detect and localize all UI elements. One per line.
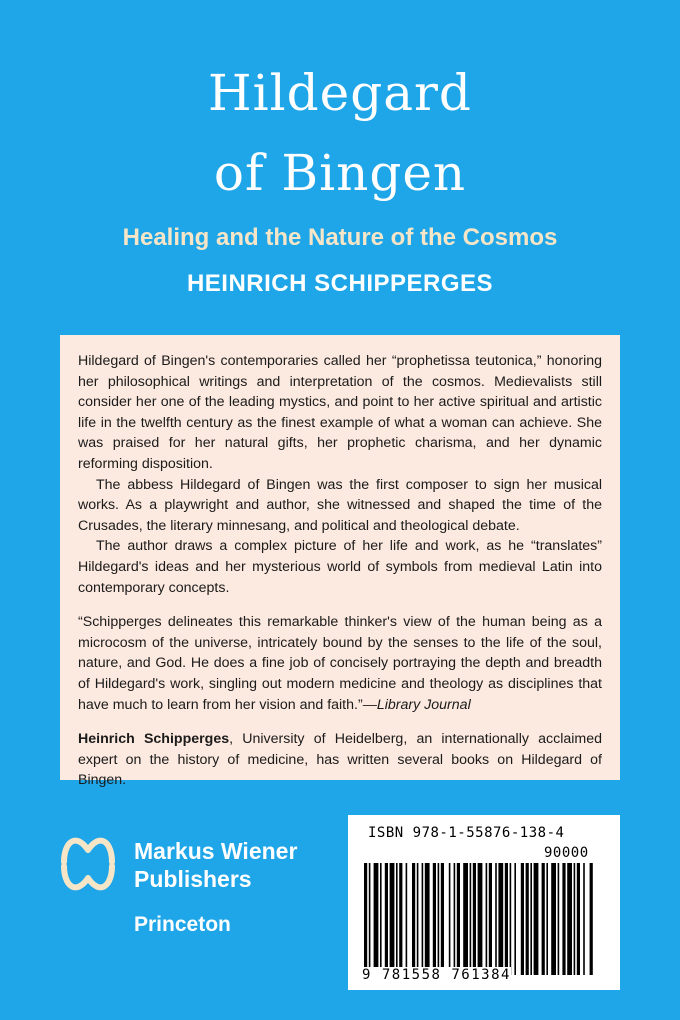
barcode-bar (369, 863, 371, 975)
blurb-paragraph-3: The author draws a complex picture of her life and work, as he “translates” Hildegard's ideas and her mysterious world of symbols from medieval Latin into contemporary concepts. (78, 538, 602, 596)
barcode-bar (457, 863, 460, 975)
barcode-bar (530, 863, 532, 975)
barcode-bar (562, 863, 565, 975)
barcode-bar (521, 863, 524, 975)
blurb-paragraph-2: The abbess Hildegard of Bingen was the first composer to sign her musical works. As a playwright and author, she witnessed and shaped the time of the Crusades, the literary minnesang, and political and theological debate. (78, 476, 602, 534)
publisher-name-line-2: Publishers (134, 866, 252, 892)
barcode-bar (399, 863, 402, 975)
barcode-bar (505, 863, 508, 975)
barcode-bar (412, 863, 415, 975)
barcode-bar (590, 863, 593, 975)
barcode-bar (396, 863, 398, 975)
mw-logo-icon (58, 826, 118, 902)
barcode-bar (441, 863, 444, 975)
barcode-bar (583, 863, 585, 975)
barcode-bar (364, 863, 367, 975)
barcode-bar (454, 863, 456, 975)
barcode-bar (417, 863, 419, 975)
barcode-bar (526, 863, 529, 975)
isbn-number: ISBN 978-1-55876-138-4 (368, 825, 565, 841)
barcode-bar (495, 863, 497, 975)
review-quote-text: “Schipperges delineates this remarkable thinker's view of the human being as a microcosm of the universe, intricately bound by the senses to the life of the soul, nature, and God. He does a fine job of concisely portraying the depth and breadth of Hildegard's work, singling out modern medicine and theology as disciplines that have much to learn from her vision and faith.” (78, 614, 602, 713)
barcode-bar (498, 863, 503, 975)
barcode-bars (364, 863, 604, 975)
barcode-bar (406, 863, 408, 975)
barcode-bar (463, 863, 468, 975)
author-bio-name: Heinrich Schipperges (78, 731, 230, 748)
barcode-bar (574, 863, 576, 975)
barcode-bar (449, 863, 451, 975)
barcode-bar (425, 863, 430, 975)
barcode-bar (422, 863, 424, 975)
barcode-bar (577, 863, 580, 975)
barcode-bar (514, 863, 516, 975)
barcode-bar (390, 863, 395, 975)
author-bio (78, 729, 602, 791)
price-code: 90000 (544, 845, 589, 861)
author-bio-text: , University of Heidelberg, an internationally acclaimed expert on the history of medicine, has written several books on Hildegard of Bingen. (78, 731, 602, 789)
barcode-digits: 9 781558 761384 (362, 967, 511, 983)
barcode-bar (374, 863, 379, 975)
book-title-line-1: Hildegard (208, 64, 472, 122)
barcode-bar (542, 863, 545, 975)
barcode-bar (489, 863, 492, 975)
barcode-bar (567, 863, 572, 975)
barcode-bar (470, 863, 472, 975)
book-subtitle: Healing and the Nature of the Cosmos (122, 224, 558, 251)
barcode-box (348, 815, 620, 990)
barcode-bar (558, 863, 560, 975)
publisher-city: Princeton (134, 913, 231, 936)
barcode-bar (486, 863, 488, 975)
publisher-name-line-1: Markus Wiener (134, 838, 298, 864)
barcode-bar (546, 863, 548, 975)
barcode-bar (438, 863, 440, 975)
barcode-bar (473, 863, 476, 975)
blurb-box (60, 335, 620, 789)
barcode-bar (551, 863, 556, 975)
blurb-paragraph-1: Hildegard of Bingen's contemporaries called her “prophetissa teutonica,” honoring her philosophical writings and interpretation of the cosmos. Medievalists still consider her one of the leading mystics, and point to her active spiritual and artistic life in the twelfth century as the finest example of what a woman can achieve. She was praised for her natural gifts, her prophetic charisma, and her dynamic reforming disposition. (78, 353, 602, 472)
barcode-bar (478, 863, 483, 975)
barcode-bar (380, 863, 382, 975)
barcode-bar (510, 863, 512, 975)
book-title-line-2: of Bingen (213, 144, 467, 202)
barcode-bar (534, 863, 539, 975)
review-quote-source: —Library Journal (362, 696, 471, 713)
book-author: HEINRICH SCHIPPERGES (186, 270, 494, 297)
barcode-bar (433, 863, 436, 975)
barcode-bar (385, 863, 388, 975)
review-quote (78, 612, 602, 715)
